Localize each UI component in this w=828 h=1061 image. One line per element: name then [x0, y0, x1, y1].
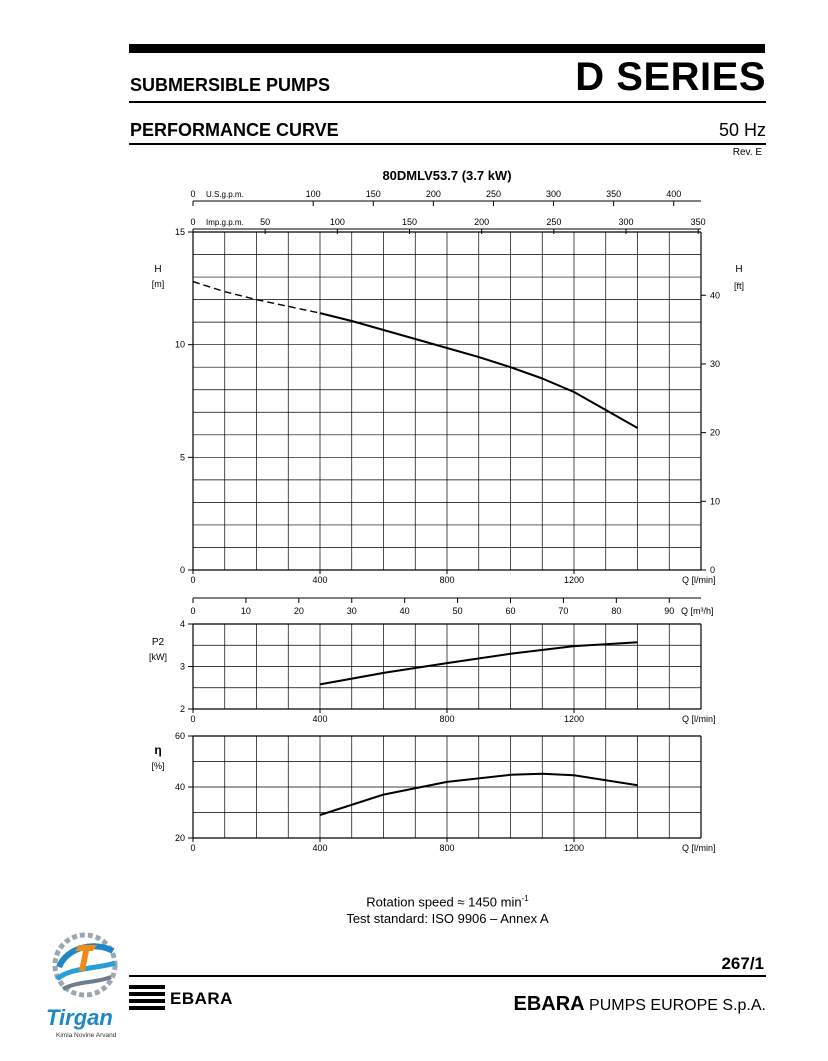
top-axis-tick-label: 200: [474, 217, 490, 227]
x-tick-label: 0: [190, 575, 196, 585]
y-axis-label: η: [154, 743, 162, 757]
top-axis-tick-label: 350: [690, 217, 706, 227]
y2-tick-label: 10: [710, 496, 721, 507]
y-tick-label: 40: [174, 782, 185, 792]
m3h-tick-label: 0: [190, 606, 196, 616]
x-tick-label: 800: [439, 714, 455, 724]
y-tick-label: 4: [179, 619, 185, 629]
y-axis-unit: [m]: [151, 279, 165, 289]
y2-tick-label: 20: [710, 427, 721, 438]
tirgan-logo-icon: [45, 927, 125, 1007]
y-axis-unit: [kW]: [149, 652, 167, 662]
y2-axis-unit: [ft]: [733, 281, 745, 291]
y-tick-label: 5: [179, 452, 185, 463]
top-axis-tick-label: 0: [190, 189, 196, 199]
product-category: SUBMERSIBLE PUMPS: [130, 75, 331, 95]
rotation-speed-note: Rotation speed ≈ 1450 $\min^{-1}$: [366, 894, 529, 910]
ebara-logo-icon: [129, 983, 165, 1013]
x-axis-label: Q [l/min]: [682, 714, 716, 724]
top-axis-tick-label: 100: [329, 217, 345, 227]
frequency-label: 50 Hz: [718, 120, 766, 140]
x-tick-label: 800: [439, 843, 455, 853]
top-axis-label: U.S.g.p.m.: [206, 190, 244, 199]
x-tick-label: 0: [190, 843, 196, 853]
top-axis-tick-label: 200: [425, 189, 441, 199]
top-axis-tick-label: 300: [618, 217, 634, 227]
m3h-tick-label: 60: [505, 606, 516, 616]
x-tick-label: 0: [190, 714, 196, 724]
m3h-tick-label: 50: [452, 606, 463, 616]
x-tick-label: 400: [312, 575, 328, 585]
m3h-tick-label: 40: [399, 606, 410, 616]
x-axis-label: Q [l/min]: [682, 843, 716, 853]
y2-tick-label: 0: [710, 565, 716, 575]
m3h-tick-label: 10: [240, 606, 251, 616]
chart-title: 80DMLV53.7 (3.7 kW): [382, 168, 512, 183]
top-axis-tick-label: 0: [190, 217, 196, 227]
m3h-tick-label: 90: [664, 606, 675, 616]
x-tick-label: 1200: [563, 843, 585, 853]
x-axis-label: Q [l/min]: [682, 575, 716, 585]
section-title: PERFORMANCE CURVE: [130, 120, 339, 140]
y-axis-label: P2: [151, 637, 165, 648]
y-tick-label: 3: [179, 661, 185, 672]
top-axis-label: Imp.g.p.m.: [206, 218, 244, 227]
m3h-tick-label: 80: [611, 606, 622, 616]
m3h-tick-label: 20: [293, 606, 304, 616]
ebara-logo-text: EBARA: [170, 989, 233, 1008]
top-axis-tick-label: 250: [546, 217, 562, 227]
revision-label: Rev. E: [732, 147, 762, 158]
y-tick-label: 10: [174, 339, 185, 350]
top-axis-tick-label: 150: [401, 217, 418, 227]
x-tick-label: 1200: [563, 575, 585, 585]
top-axis-tick-label: 150: [365, 189, 381, 199]
y-axis-label: H: [154, 264, 162, 275]
page-number: 267/1: [721, 954, 764, 973]
top-axis-tick-label: 350: [606, 189, 622, 199]
top-axis-tick-label: 100: [305, 189, 321, 199]
top-axis-tick-label: 400: [666, 189, 682, 199]
top-axis-tick-label: 300: [546, 189, 562, 199]
y2-axis-label: H: [735, 264, 743, 275]
x-tick-label: 400: [312, 714, 328, 724]
y-tick-label: 0: [179, 565, 185, 575]
m3h-tick-label: 30: [346, 606, 357, 616]
series-title: D SERIES: [575, 55, 766, 99]
y2-tick-label: 40: [710, 290, 721, 301]
y-tick-label: 15: [174, 227, 185, 237]
tirgan-logo-text: Tirgan: [46, 1005, 113, 1030]
x-tick-label: 400: [312, 843, 328, 853]
y-tick-label: 2: [179, 704, 185, 714]
y-tick-label: 20: [174, 833, 185, 843]
y-axis-unit: [%]: [151, 761, 165, 771]
top-axis-tick-label: 250: [485, 189, 501, 199]
y2-tick-label: 30: [710, 358, 721, 369]
test-standard-note: Test standard: ISO 9906 – Annex A: [346, 911, 549, 926]
tirgan-subtitle: Kimia Novine Arvand: [56, 1032, 117, 1039]
footer-rule: [129, 975, 766, 977]
x-tick-label: 1200: [563, 714, 585, 724]
top-axis-tick-label: 50: [260, 217, 271, 227]
m3h-axis-label: Q [m³/h]: [681, 606, 714, 616]
company-name: EBARA PUMPS EUROPE S.p.A.: [513, 993, 766, 1015]
x-tick-label: 800: [439, 575, 455, 585]
m3h-tick-label: 70: [558, 606, 569, 616]
y-tick-label: 60: [174, 731, 185, 741]
